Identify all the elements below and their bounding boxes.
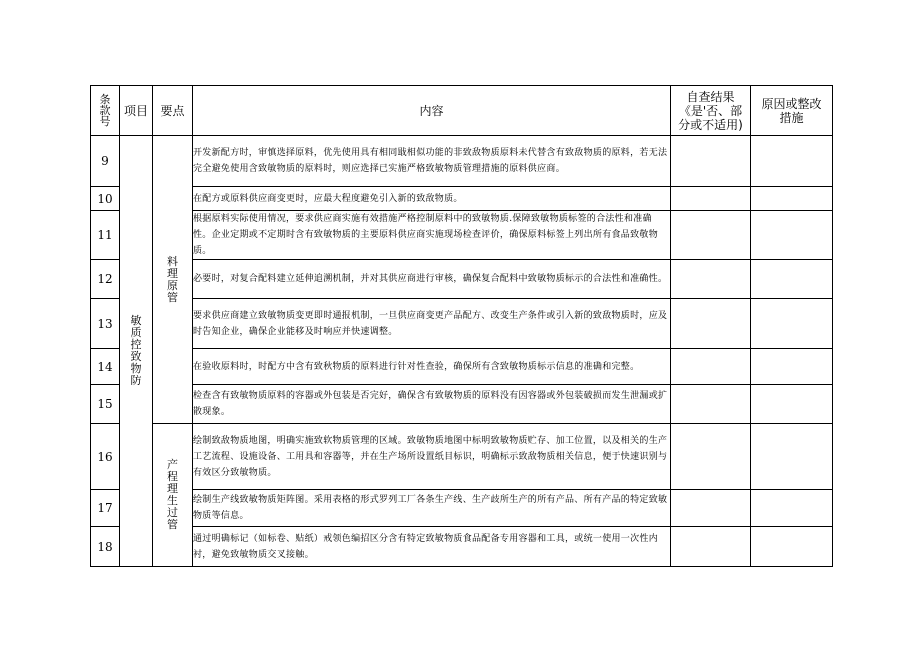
table-row — [91, 136, 833, 187]
row-number: 15 — [91, 385, 120, 424]
row-number: 16 — [91, 424, 120, 490]
row-content: 在验收原料时，时配方中含有致秋物质的原料进行针对性查验，确保所有含致敏物质标示信息的准确和完整。 — [193, 349, 671, 385]
self-check-cell[interactable] — [671, 527, 751, 567]
row-number: 10 — [91, 187, 120, 211]
table-row — [91, 299, 833, 349]
row-number: 9 — [91, 136, 120, 187]
row-number: 17 — [91, 490, 120, 527]
table-row — [91, 385, 833, 424]
reason-cell[interactable] — [751, 527, 833, 567]
group-label: 产程理生过管 — [153, 424, 193, 567]
self-check-cell[interactable] — [671, 490, 751, 527]
row-number: 13 — [91, 299, 120, 349]
row-content: 检查含有致敏物质原料的容器或外包装是否完好，确保含有致敏物质的原料没有因容器或外包装破损而发生泄漏或扩散现象。 — [193, 385, 671, 424]
reason-cell[interactable] — [751, 385, 833, 424]
self-check-cell[interactable] — [671, 187, 751, 211]
header-row — [91, 86, 833, 136]
table-row — [91, 260, 833, 299]
row-number: 11 — [91, 211, 120, 260]
self-check-cell[interactable] — [671, 260, 751, 299]
table-row — [91, 490, 833, 527]
group-label: 料理原管 — [153, 136, 193, 424]
row-content: 绘制致敌物质地图，明确实施致软物质管理的区域。致敏物质地图中标明致敏物质贮存、加工位置，以及相关的生产工艺流程、设施设备、工用具和容器等，并在生产场所设置纸目标识，明确标示致敌物质相关信息，便于快速识别与有效区分致敏物质。 — [193, 424, 671, 490]
table-row — [91, 424, 833, 490]
item-cell: 敏质控致物防 — [120, 136, 153, 567]
row-number: 18 — [91, 527, 120, 567]
header-item: 项目 — [120, 86, 153, 136]
self-check-cell[interactable] — [671, 211, 751, 260]
self-check-cell[interactable] — [671, 385, 751, 424]
table-row — [91, 187, 833, 211]
self-check-cell[interactable] — [671, 136, 751, 187]
row-content: 要求供应商建立致敏物质变更即时通报机制，一旦供应商变更产品配方、改变生产条件或引入新的致敌物质时，应及时告知企业，确保企业能移及时响应并快速调整。 — [193, 299, 671, 349]
self-check-cell[interactable] — [671, 424, 751, 490]
self-check-cell[interactable] — [671, 299, 751, 349]
reason-cell[interactable] — [751, 260, 833, 299]
self-check-table — [90, 85, 833, 567]
header-content: 内容 — [193, 86, 671, 136]
row-content: 绘制生产线致敏物质矩阵图。采用表格的形式罗列工厂各条生产线、生产歧所生产的所有产品、所有产品的特定致敏物质等信息。 — [193, 490, 671, 527]
table-row — [91, 527, 833, 567]
row-content: 开发新配方时，审慎选择原料，优先使用具有相同戢相似功能的非致敌物质原料未代替含有致敌物质的原料，若无法完全避免使用含致敏物质的原料时，则应选择已实施严格致敏物质管理措施的原料供应商。 — [193, 136, 671, 187]
row-content: 通过明确标记（如标卷、贴纸）戒领色编招区分含有特定致敏物质食品配备专用容器和工具，或统一使用一次性内衬，避免致敏物质交叉接触。 — [193, 527, 671, 567]
header-self-check: 自查结果《是'否、部分或不适用) — [671, 86, 751, 136]
row-content: 在配方或原料供应商变更时，应最大程度避免引入新的致敌物质。 — [193, 187, 671, 211]
header-reason: 原因或整改措施 — [751, 86, 833, 136]
reason-cell[interactable] — [751, 424, 833, 490]
table-row — [91, 211, 833, 260]
header-number: 条款号 — [91, 86, 120, 136]
reason-cell[interactable] — [751, 349, 833, 385]
table-row — [91, 349, 833, 385]
row-number: 12 — [91, 260, 120, 299]
reason-cell[interactable] — [751, 490, 833, 527]
row-content: 必要时，对复合配料建立延伸追溯机制，并对其供应商进行审核，确保复合配料中致敏物质标示的合法性和准确性。 — [193, 260, 671, 299]
reason-cell[interactable] — [751, 211, 833, 260]
reason-cell[interactable] — [751, 299, 833, 349]
self-check-cell[interactable] — [671, 349, 751, 385]
row-content: 根据原料实际使用情况，要求供应商实施有效措施严格控制原料中的致敏物质.保障致敏物质标签的合法性和准确性。企业定期或不定期时含有致敏物质的主要原料供应商实施现场检查评价，确保原料标签上列出所有食品致敬物质。 — [193, 211, 671, 260]
header-key-point: 要点 — [153, 86, 193, 136]
reason-cell[interactable] — [751, 136, 833, 187]
reason-cell[interactable] — [751, 187, 833, 211]
row-number: 14 — [91, 349, 120, 385]
